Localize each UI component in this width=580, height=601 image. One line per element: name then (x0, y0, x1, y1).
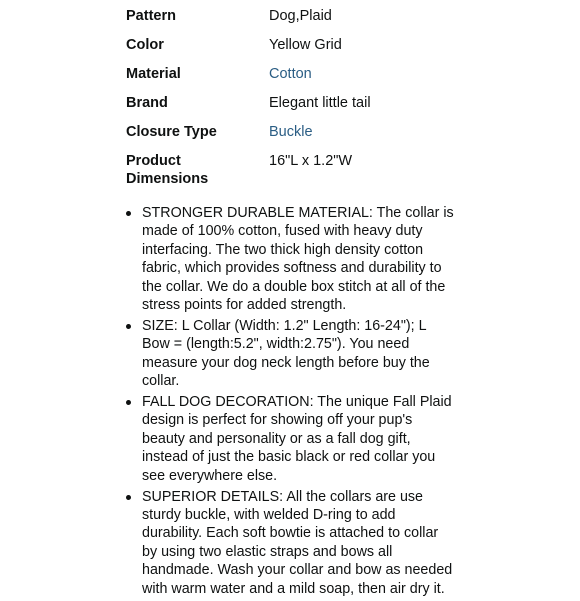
bullet-text: SUPERIOR DETAILS: All the collars are use sturdy buckle, with welded D-ring to add durability. Each soft bowtie is attached to collar by using two elastic straps and bows all handmade. Wash your collar and bow as needed with warm water and a mild soap, then air dry it. (142, 488, 453, 597)
list-item (126, 317, 456, 391)
spec-label: Closure Type (126, 124, 217, 140)
closure-type-link[interactable]: Buckle (269, 124, 313, 140)
list-item (126, 488, 456, 598)
bullet-text: STRONGER DURABLE MATERIAL: The collar is made of 100% cotton, fused with heavy duty interfacing. The two thick high density cotton fabric, which provides softness and durability to the collar. We do a double box stitch at all of the stress points for added strength. (142, 205, 454, 314)
list-item (126, 204, 456, 314)
list-item (126, 393, 456, 485)
bullet-dot-icon (126, 400, 131, 405)
spec-label: Material (126, 66, 181, 82)
spec-value: Elegant little tail (269, 95, 371, 111)
spec-label: Pattern (126, 8, 176, 24)
spec-value: 16"L x 1.2"W (269, 153, 353, 169)
bullet-dot-icon (126, 211, 131, 216)
spec-label: Color (126, 37, 164, 53)
spec-label: Product Dimensions (126, 153, 209, 187)
bullet-text: SIZE: L Collar (Width: 1.2" Length: 16-24"); L Bow = (length:5.2", width:2.75"). You need measure your dog neck length before buy the collar. (142, 317, 430, 390)
material-link[interactable]: Cotton (269, 66, 312, 82)
bullet-dot-icon (126, 495, 131, 500)
bullet-text: FALL DOG DECORATION: The unique Fall Plaid design is perfect for showing off your pup's beauty and personality or as a fall dog gift, instead of just the basic black or red collar you see everywhere else. (142, 394, 452, 484)
feature-bullets (126, 204, 456, 601)
spec-label: Brand (126, 95, 168, 111)
spec-value: Yellow Grid (269, 37, 342, 53)
spec-value: Dog,Plaid (269, 8, 332, 24)
bullet-dot-icon (126, 324, 131, 329)
